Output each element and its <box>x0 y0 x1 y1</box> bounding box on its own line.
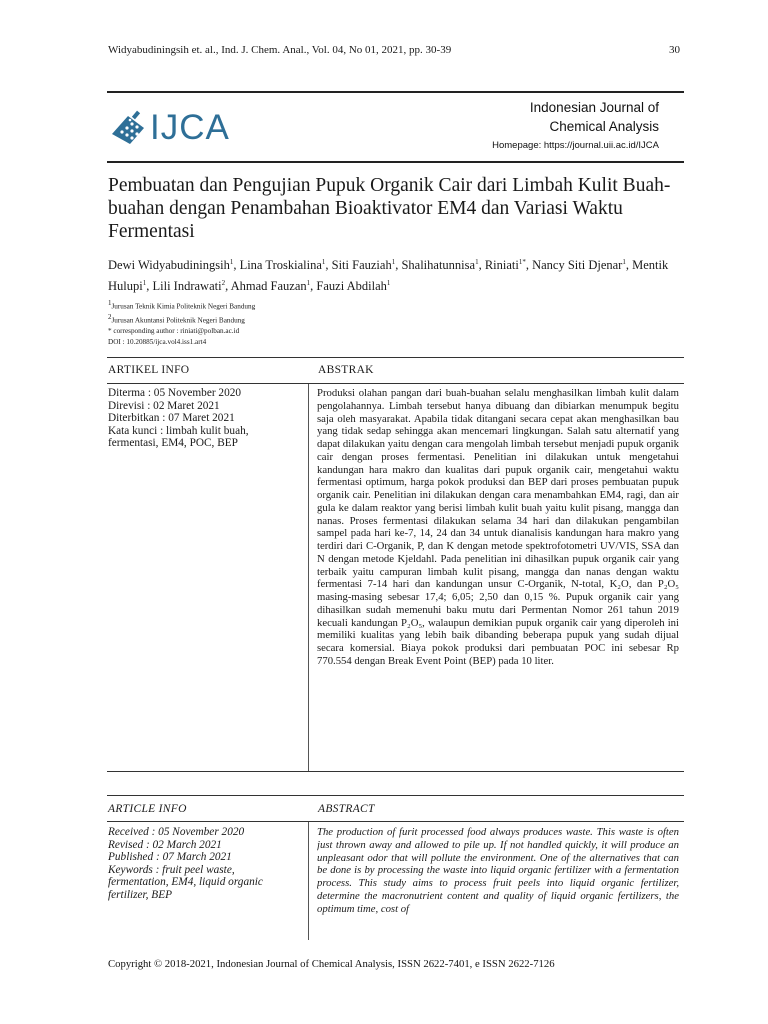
keywords: Kata kunci : limbah kulit buah, <box>108 424 249 437</box>
running-head <box>108 44 680 56</box>
author: Fauzi Abdilah <box>316 279 387 294</box>
author-list: Dewi Widyabudiningsih$^1$, Lina Troskialina$^1$, Siti Fauziah$^1$, Shalihatunnisa$^1$, Riniati$^{1*}$, Nancy Siti Djenar$^1$, Mentik Hulupi$^1$, Lili Indrawati$^2$, Ahmad Fauzan$^1$, Fauzi Abdilah$^1$ <box>108 258 669 294</box>
affiliation-2: $^2$Jurusan Akuntansi Politeknik Negeri Bandung <box>108 313 245 325</box>
section-rule <box>107 383 684 384</box>
copyright-footer: Copyright © 2018-2021, Indonesian Journal of Chemical Analysis, ISSN 2622-7401, e ISSN 2622-7126 <box>108 958 555 970</box>
journal-name-line2: Chemical Analysis <box>549 119 659 134</box>
journal-name-line1: Indonesian Journal of <box>529 100 659 115</box>
author: Ahmad Fauzan <box>230 279 307 294</box>
author: Shalihatunnisa <box>401 258 476 273</box>
doi[interactable]: DOI : 10.20885/ijca.vol4.iss1.art4 <box>108 338 207 347</box>
section-rule <box>107 357 684 358</box>
section-rule <box>107 795 684 796</box>
received-date: Received : 05 November 2020 <box>108 826 245 838</box>
affiliations <box>108 298 408 348</box>
citation: Widyabudiningsih et. al., Ind. J. Chem. Anal., Vol. 04, No 01, 2021, pp. 30-39 <box>108 44 452 56</box>
keywords: fermentation, EM4, liquid organic <box>108 876 263 888</box>
author: Lina Troskialina <box>239 258 322 273</box>
section-rule <box>107 771 684 772</box>
journal-name <box>530 98 659 136</box>
header-top-rule <box>107 91 684 93</box>
published-date: Published : 07 March 2021 <box>108 851 232 863</box>
column-divider <box>308 822 309 940</box>
author: Nancy Siti Djenar <box>532 258 623 273</box>
flask-logo-icon <box>108 108 148 148</box>
article-title: Pembuatan dan Pengujian Pupuk Organik Cair dari Limbah Kulit Buah-buahan dengan Penambahan Bioaktivator EM4 dan Variasi Waktu Fermentasi <box>108 175 671 242</box>
journal-logo <box>108 108 230 148</box>
logo-text: IJCA <box>150 108 230 147</box>
article-info <box>108 826 296 901</box>
section-rule <box>107 821 684 822</box>
page-number: 30 <box>669 44 680 56</box>
abstract-heading: ABSTRACT <box>318 803 375 815</box>
column-divider <box>308 384 309 771</box>
corresponding-author[interactable]: * corresponding author : riniati@polban.ac.id <box>108 327 240 336</box>
affiliation-1: $^1$Jurusan Teknik Kimia Politeknik Negeri Bandung <box>108 299 256 311</box>
author: Mentik Hulupi <box>108 258 669 294</box>
journal-homepage[interactable]: Homepage: https://journal.uii.ac.id/IJCA <box>492 140 659 151</box>
article-info-heading: ARTICLE INFO <box>108 803 187 815</box>
published-date: Diterbitkan : 07 Maret 2021 <box>108 412 235 424</box>
author: Dewi Widyabudiningsih <box>108 258 230 273</box>
keywords: Keywords : fruit peel waste, <box>108 863 235 876</box>
artikel-info <box>108 387 296 450</box>
revised-date: Revised : 02 March 2021 <box>108 838 222 851</box>
artikel-info-heading: ARTIKEL INFO <box>108 364 190 376</box>
keywords: fermentasi, EM4, POC, BEP <box>108 437 238 449</box>
header-bottom-rule <box>107 161 684 163</box>
keywords: fertilizer, BEP <box>108 888 173 901</box>
abstrak-text: Produksi olahan pangan dari buah-buahan selalu menghasilkan limbah kulit dalam pengolahannya. Limbah tersebut hanya dibuang dan dibiarkan menumpuk begitu saja oleh masyarakat. Apabila tidak ditangani secara cepat akan menghasilkan bau yang tidak sedap sehingga akan mencemari lingkungan. Salah satu alternatif yang dapat dilakukan yaitu dengan cara mengolah limbah tersebut menjadi pupuk organik cair dengan proses fermentasi. Penelitian ini dilakukan untuk mengetahui kandungan hara makro dan kualitas dari pupuk organik cair, mengetahui waktu fermentasi optimum, harga pokok produksi dan BEP dari proses pembuatan pupuk organik cair. Penelitian ini dilakukan dengan cara menambahkan EM4, ragi, dan air gula ke dalam reaktor yang berisi limbah kulit buah yaitu kulit pisang, mangga dan nanas. Proses fermentasi dilakukan selama 34 hari dan dilakukan pengambilan sampel pada hari ke-7, 14, 24 dan 34 untuk dianalisis kandungan hara makro yang terdiri dari C-Organik, P, dan K dengan metode spektrofotometri UV/VIS, SSA dan N dengan metode Kjeldahl. Pada penelitian ini dihasilkan pupuk organik cair yang terbaik yaitu campuran limbah kulit pisang, mangga dan nanas dengan waktu fermentasi 7-14 hari dan kandungan unsur C-Organik, N-total, K₂O, dan P₂O₅ masing-masing sebesar 17,4; 6,05; 2,50 dan 0,15 %. Pupuk organik cair yang dihasilkan sudah memenuhi baku mutu dari Permentan Nomor 261 tahun 2019 kecuali kandungan P₂O₅, walaupun demikian pupuk organik cair yang diperoleh ini memiliki kualitas yang lebih baik dibanding beberapa pupuk yang sudah dijual secara komersial. Biaya pokok produksi dari pembuatan POC ini sebesar Rp 770.554 dengan Break Event Point (BEP) pada 10 liter. <box>317 387 679 667</box>
received-date: Diterma : 05 November 2020 <box>108 387 242 399</box>
abstrak-heading: ABSTRAK <box>318 364 374 376</box>
author: Siti Fauziah <box>331 258 392 273</box>
revised-date: Direvisi : 02 Maret 2021 <box>108 399 220 412</box>
abstract-text: The production of furit processed food always produces waste. This waste is often just thrown away and allowed to pile up. If not handled quickly, it will produce an unpleasant odor that will pollute the environment. One of the alternatives that can be done is by processing the waste into liquid organic fertilizer with a fermentation process. This study aims to process fruit peels into liquid organic fertilizer, determine the macronutrient content and quality of liquid organic fertilizers, the optimum time, cost of <box>317 826 679 915</box>
author: Riniati <box>484 258 519 273</box>
author: Lili Indrawati <box>152 279 222 294</box>
